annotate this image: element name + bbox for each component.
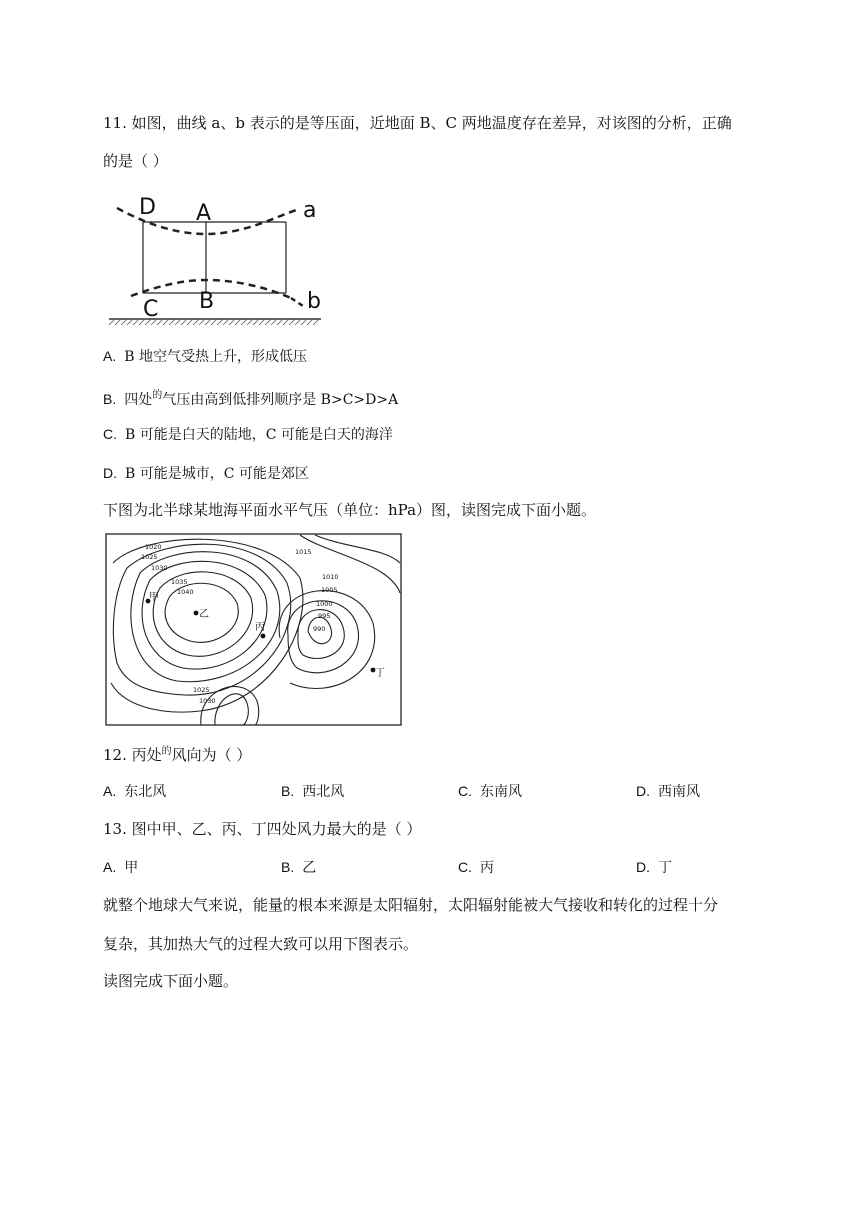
q13-option-a[interactable] [103, 857, 138, 878]
option-label: B. [281, 859, 295, 875]
q11-option-a[interactable] [103, 346, 307, 367]
isobar-label: 1005 [321, 586, 338, 594]
option-label: B. [281, 783, 295, 799]
isobar-map-figure [105, 533, 402, 726]
label-b: b [307, 289, 321, 314]
q12-option-b[interactable] [281, 781, 344, 802]
map-intro: 下图为北半球某地海平面水平气压（单位：hPa）图，读图完成下面小题。 [103, 501, 597, 519]
option-text-pre: 四处 [124, 392, 153, 408]
passage-line3: 读图完成下面小题。 [103, 972, 239, 990]
label-a: a [303, 198, 317, 223]
option-text: 东南风 [480, 784, 522, 800]
option-text: 甲 [124, 860, 139, 876]
option-text: B 可能是白天的陆地，C 可能是白天的海洋 [125, 427, 393, 443]
label-D: D [139, 195, 156, 220]
option-text: 东北风 [124, 784, 167, 800]
passage-line1: 就整个地球大气来说，能量的根本来源是太阳辐射，太阳辐射能被大气接收和转化的过程十分 [103, 896, 719, 914]
q11-stem-line1: 11. 如图，曲线 a、b 表示的是等压面，近地面 B、C 两地温度存在差异，对该图的分析，正确 [103, 114, 732, 132]
q11-option-c[interactable] [103, 424, 393, 445]
option-label: C. [458, 859, 472, 875]
isobar-label: 1030 [151, 564, 168, 572]
q11-option-d[interactable] [103, 463, 309, 484]
option-text: 气压由高到低排列顺序是 B>C>D>A [162, 392, 399, 408]
option-label: B. [103, 391, 117, 407]
isobar-label: 1025 [141, 553, 158, 561]
option-label: A. [103, 859, 117, 875]
place-ding: 丁 [375, 668, 385, 679]
q11-option-b[interactable] [103, 386, 398, 410]
place-jia: 甲 [149, 592, 159, 603]
q12-stem [103, 742, 251, 765]
option-label: D. [636, 783, 650, 799]
option-text: 西北风 [302, 784, 345, 800]
q12-stem-pre: 12. 丙处 [103, 746, 162, 764]
isobar-label: 1020 [145, 543, 162, 551]
q12-option-a[interactable] [103, 781, 166, 802]
isobaric-surface-figure [103, 188, 335, 328]
option-text: 乙 [302, 860, 317, 876]
place-yi: 乙 [199, 609, 209, 620]
option-label: A. [103, 348, 117, 364]
q12-option-c[interactable] [458, 781, 522, 802]
label-A: A [196, 201, 212, 226]
q13-option-b[interactable] [281, 857, 316, 878]
isobar-label: 1015 [295, 548, 312, 556]
option-text: B 可能是城市，C 可能是郊区 [125, 466, 309, 482]
point-bing [261, 634, 266, 639]
isobar-label: 1010 [322, 573, 339, 581]
isobar-label: 1000 [316, 600, 333, 608]
isobar-label: 1035 [171, 578, 188, 586]
q11-stem-line2: 的是（ ） [103, 152, 168, 170]
q13-stem: 13. 图中甲、乙、丙、丁四处风力最大的是（ ） [103, 820, 422, 838]
isobar-label: 1030 [199, 697, 216, 705]
q12-stem-post: 风向为（ ） [171, 746, 252, 764]
option-label: D. [636, 859, 650, 875]
place-bing: 丙 [255, 622, 265, 633]
label-B: B [199, 289, 215, 314]
option-text: 丁 [658, 860, 672, 876]
isobar-label: 1025 [193, 686, 210, 694]
option-sup: 的 [152, 390, 163, 401]
label-C: C [143, 297, 159, 322]
q13-option-c[interactable] [458, 857, 494, 878]
option-label: A. [103, 783, 117, 799]
q12-option-d[interactable] [636, 781, 700, 802]
option-text: 丙 [480, 860, 494, 876]
q13-option-d[interactable] [636, 857, 672, 878]
option-label: C. [103, 426, 117, 442]
isobar-label: 1040 [177, 588, 194, 596]
option-label: C. [458, 783, 472, 799]
option-text: 西南风 [658, 784, 700, 800]
option-label: D. [103, 465, 117, 481]
point-yi [194, 611, 199, 616]
passage-line2: 复杂，其加热大气的过程大致可以用下图表示。 [103, 935, 419, 953]
isobar-label: 995 [318, 612, 331, 620]
q12-stem-sup: 的 [161, 746, 172, 757]
isobar-label: 990 [313, 625, 326, 633]
option-text: B 地空气受热上升，形成低压 [124, 349, 307, 365]
